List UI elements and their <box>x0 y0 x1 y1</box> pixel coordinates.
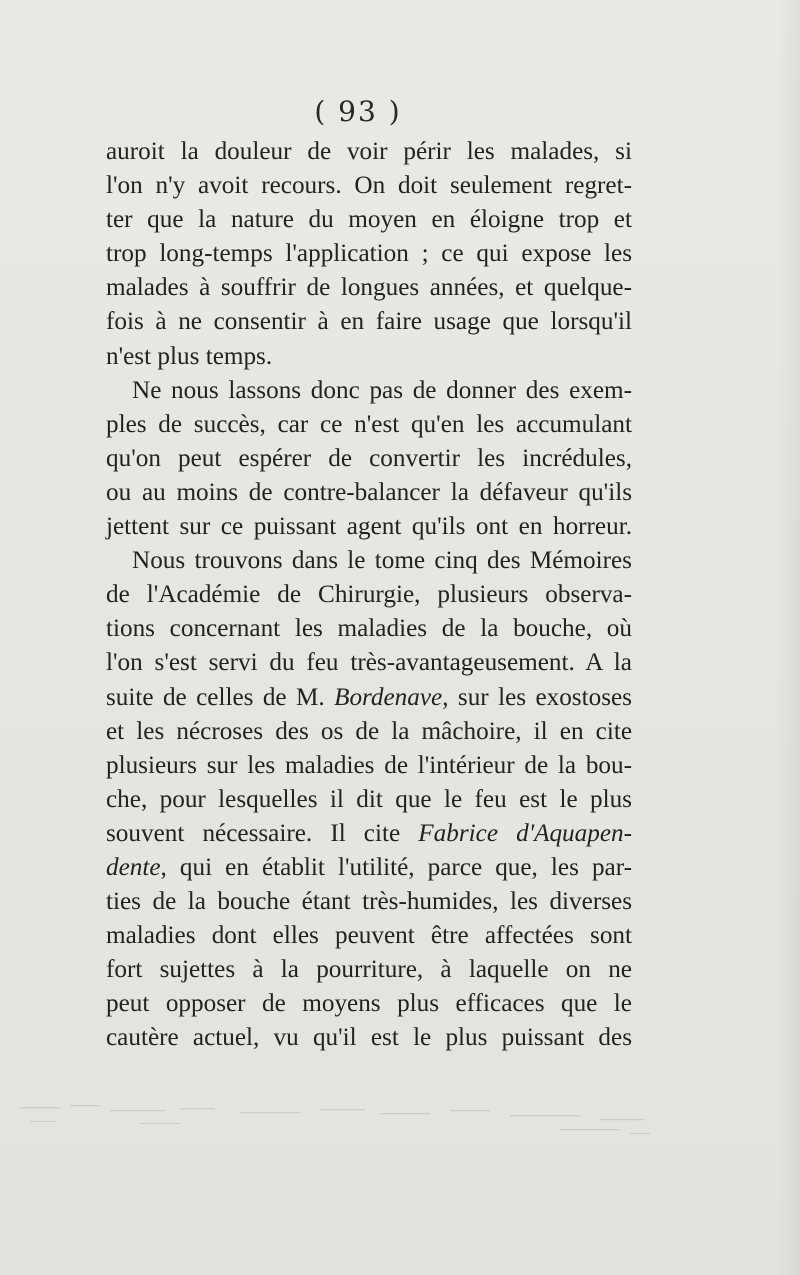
text-line-dente <box>106 851 632 885</box>
text-line: auroit la douleur de voir périr les malades, si <box>106 138 632 165</box>
text-line: qu'on peut espérer de convertir les incrédules, <box>106 444 632 472</box>
text-line: che, pour lesquelles il dit que le feu est le plus <box>106 785 632 813</box>
text-segment: , sur les exostoses <box>442 683 632 711</box>
text-line: tions concernant les maladies de la bouche, où <box>106 615 632 643</box>
text-line: fort sujettes à la pourriture, à laquelle on ne <box>106 956 632 984</box>
text-line: plusieurs sur les maladies de l'intérieur de la bou- <box>106 751 632 779</box>
page-number: ( 93 ) <box>314 95 402 128</box>
author-name-italic: dente <box>106 853 161 881</box>
text-segment: souvent nécessaire. Il cite <box>106 819 419 847</box>
body-text <box>106 135 632 1056</box>
text-line: n'est plus temps. <box>106 342 273 370</box>
page-edge-shadow <box>776 0 800 1275</box>
text-segment: suite de celles de M. <box>106 683 335 711</box>
author-name-italic: Fabrice d'Aquapen- <box>418 819 632 847</box>
text-line: Ne nous lassons donc pas de donner des exem- <box>132 376 632 404</box>
show-through-texture <box>0 1085 800 1145</box>
text-line: fois à ne consentir à en faire usage que lorsqu'il <box>106 308 632 336</box>
text-line: ter que la nature du moyen en éloigne trop et <box>106 206 632 234</box>
text-line: trop long-temps l'application ; ce qui expose les <box>106 240 632 268</box>
text-line: ples de succès, car ce n'est qu'en les accumulant <box>106 410 632 438</box>
text-line-bordenave <box>106 681 632 715</box>
text-line: l'on n'y avoit recours. On doit seulement regret- <box>106 172 632 200</box>
text-line: cautère actuel, vu qu'il est le plus puissant des <box>106 1024 632 1052</box>
author-name-italic: Bordenave <box>334 683 443 711</box>
text-line: peut opposer de moyens plus efficaces que le <box>106 990 632 1018</box>
text-line-fabrice <box>106 817 632 851</box>
text-segment: , qui en établit l'utilité, parce que, les par- <box>160 853 632 881</box>
text-line: malades à souffrir de longues années, et quelque- <box>106 274 632 302</box>
text-line: ties de la bouche étant très-humides, les diverses <box>106 888 632 916</box>
text-line: maladies dont elles peuvent être affectées sont <box>106 922 632 950</box>
text-line: ou au moins de contre-balancer la défaveur qu'ils <box>106 478 632 506</box>
text-line: Nous trouvons dans le tome cinq des Mémoires <box>132 547 632 575</box>
text-line: jettent sur ce puissant agent qu'ils ont en horreur. <box>106 513 632 541</box>
text-line: l'on s'est servi du feu très-avantageusement. A la <box>106 649 632 677</box>
text-line: de l'Académie de Chirurgie, plusieurs observa- <box>106 581 632 609</box>
text-line: et les nécroses des os de la mâchoire, il en cite <box>106 717 632 745</box>
